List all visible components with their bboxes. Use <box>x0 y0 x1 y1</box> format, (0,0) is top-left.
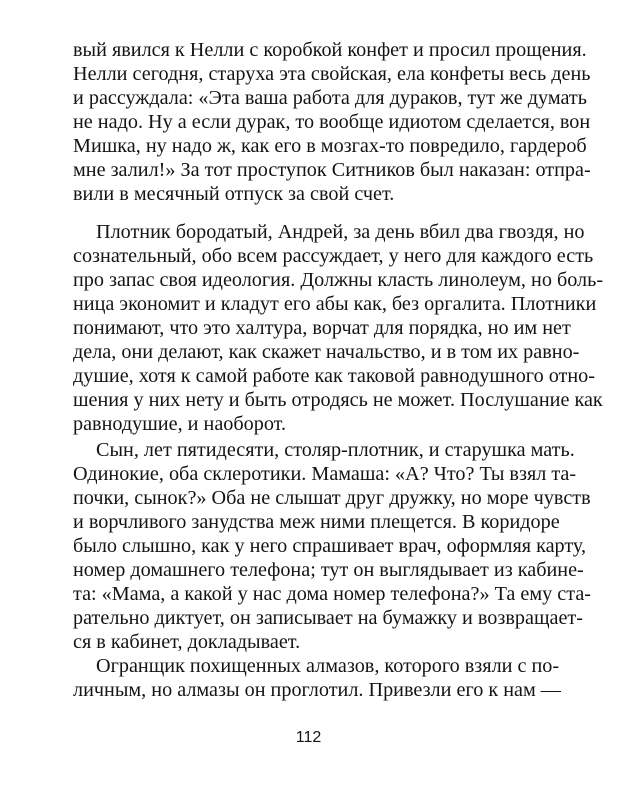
text-line: и рассуждала: «Эта ваша работа для дураков, тут же думать <box>73 87 587 109</box>
text-line: Огранщик похищенных алмазов, которого взяли с по- <box>96 655 560 677</box>
text-line: мне залил!» За тот проступок Ситников был наказан: отпра- <box>73 159 591 181</box>
text-line: номер домашнего телефона; тут он выглядывает из кабине- <box>73 559 584 581</box>
text-line: сознательный, обо всем рассуждает, у него для каждого есть <box>73 245 594 267</box>
page-number: 112 <box>295 729 322 746</box>
text-line: шения у них нету и быть отродясь не может. Послушание как <box>73 389 603 411</box>
text-line: дела, они делают, как скажет начальство, и в том их равно- <box>73 341 580 363</box>
text-line: ница экономит и кладут его абы как, без оргалита. Плотники <box>73 293 597 315</box>
text-line: вили в месячный отпуск за свой счет. <box>73 183 395 205</box>
text-line: про запас своя идеология. Должны класть линолеум, но боль- <box>73 269 604 291</box>
text-line: Сын, лет пятидесяти, столяр-плотник, и старушка мать. <box>96 439 575 461</box>
text-line: Мишка, ну надо ж, как его в мозгах-то повредило, гардероб <box>73 135 587 157</box>
text-line: Плотник бородатый, Андрей, за день вбил два гвоздя, но <box>96 221 585 243</box>
text-line: Одинокие, оба склеротики. Мамаша: «А? Что? Ты взял та- <box>73 463 577 485</box>
text-line: Нелли сегодня, старуха эта свойская, ела конфеты весь день <box>73 63 591 85</box>
text-line: равнодушие, и наоборот. <box>73 413 287 435</box>
text-line: та: «Мама, а какой у нас дома номер телефона?» Та ему ста- <box>73 583 592 605</box>
text-line: и ворчливого занудства меж ними плещется. В коридоре <box>73 511 560 533</box>
text-line: было слышно, как у него спрашивает врач, оформляя карту, <box>73 535 587 557</box>
text-line: понимают, что это халтура, ворчат для порядка, но им нет <box>73 317 571 339</box>
text-line: вый явился к Нелли с коробкой конфет и просил прощения. <box>73 39 587 61</box>
text-line: не надо. Ну а если дурак, то вообще идиотом сделается, вон <box>73 111 591 133</box>
text-line: рательно диктует, он записывает на бумажку и возвращает- <box>73 607 583 629</box>
text-line: душие, хотя к самой работе как таковой равнодушного отно- <box>73 365 595 387</box>
text-line: ся в кабинет, докладывает. <box>73 631 301 653</box>
text-line: личным, но алмазы он проглотил. Привезли его к нам — <box>73 679 561 701</box>
text-line: почки, сынок?» Оба не слышат друг дружку, но море чувств <box>73 487 591 509</box>
